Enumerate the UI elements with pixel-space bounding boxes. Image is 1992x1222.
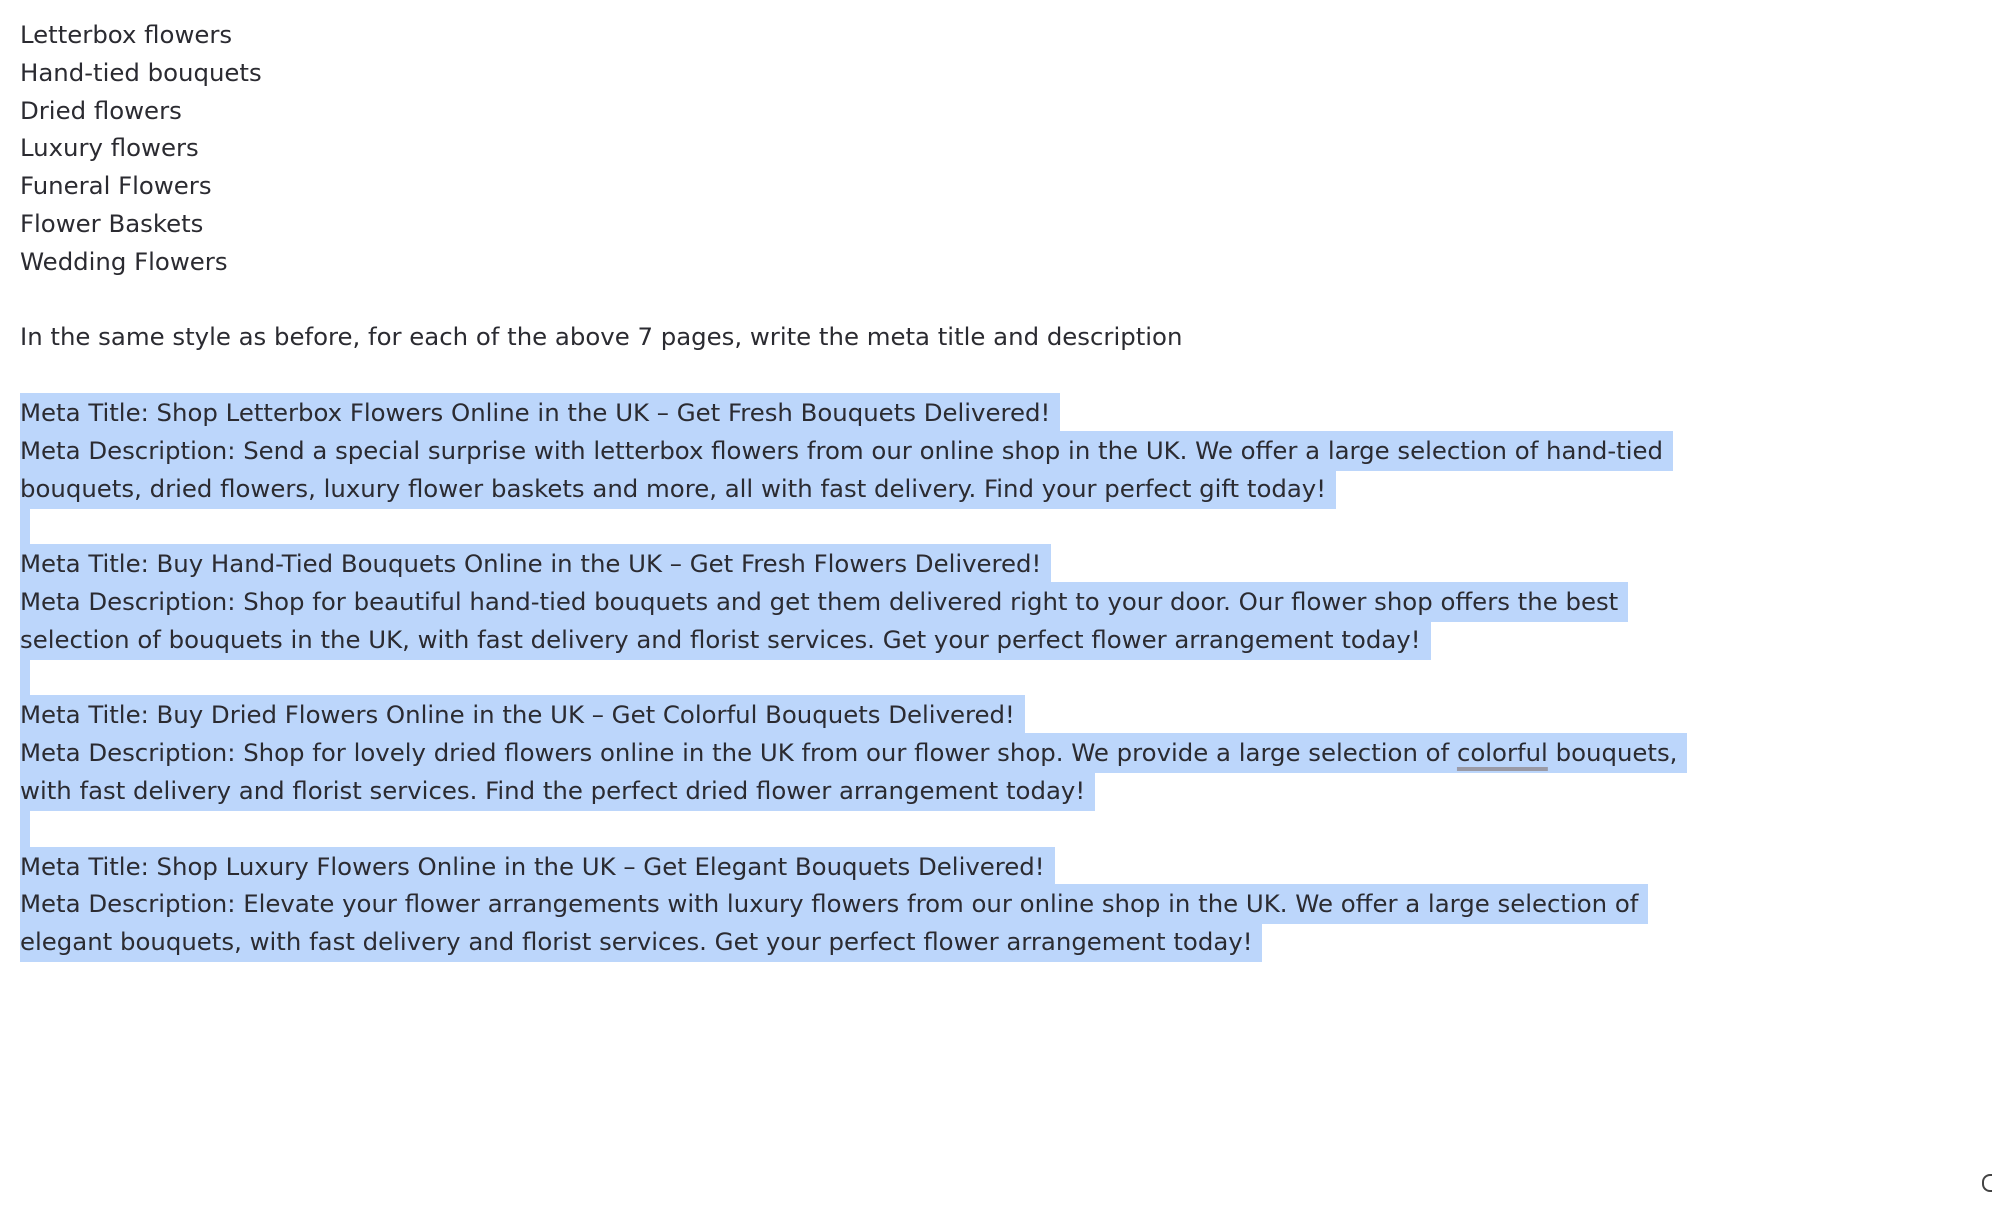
meta-description-line: selection of bouquets in the UK, with fast delivery and florist services. Get your perfect flower arrangement today! (20, 620, 1431, 660)
meta-description-line: elegant bouquets, with fast delivery and florist services. Get your perfect flower arrangement today! (20, 922, 1262, 962)
meta-entry[interactable] (20, 696, 1980, 809)
pages-list (20, 16, 1980, 281)
meta-title: Meta Title: Shop Letterbox Flowers Online in the UK – Get Fresh Bouquets Delivered! (20, 393, 1060, 433)
prompt-text: In the same style as before, for each of the above 7 pages, write the meta title and description (20, 322, 1183, 352)
list-item: Flower Baskets (20, 208, 204, 238)
list-item: Hand-tied bouquets (20, 57, 262, 87)
meta-title: Meta Title: Buy Dried Flowers Online in the UK – Get Colorful Bouquets Delivered! (20, 695, 1025, 735)
list-item: Luxury flowers (20, 133, 199, 163)
meta-entry[interactable] (20, 848, 1980, 961)
scroll-handle-icon[interactable] (1982, 1174, 1992, 1192)
list-item: Wedding Flowers (20, 246, 228, 276)
meta-description-line: Meta Description: Shop for lovely dried flowers online in the UK from our flower shop. We provide a large selection of colorful bouquets, (20, 733, 1687, 773)
list-item: Letterbox flowers (20, 20, 233, 49)
document-body[interactable] (20, 16, 1980, 961)
selected-blank-line (20, 810, 1980, 848)
meta-description-line: Meta Description: Send a special surprise with letterbox flowers from our online shop in the UK. We offer a large selection of hand-tied (20, 431, 1673, 471)
blank-line (20, 281, 1980, 319)
meta-description-line: with fast delivery and florist services. Find the perfect dried flower arrangement today! (20, 771, 1095, 811)
blank-line (20, 356, 1980, 394)
meta-description-line: bouquets, dried flowers, luxury flower baskets and more, all with fast delivery. Find your perfect gift today! (20, 469, 1336, 509)
meta-title: Meta Title: Buy Hand-Tied Bouquets Online in the UK – Get Fresh Flowers Delivered! (20, 544, 1051, 584)
meta-entry[interactable] (20, 394, 1980, 507)
list-item: Funeral Flowers (20, 171, 212, 201)
spellcheck-flagged-word[interactable]: colorful (1456, 738, 1548, 768)
meta-description-line: Meta Description: Shop for beautiful hand-tied bouquets and get them delivered right to your door. Our flower shop offers the best (20, 582, 1628, 622)
selected-blank-line (20, 507, 1980, 545)
selected-blank-line (20, 659, 1980, 697)
list-item: Dried flowers (20, 95, 182, 125)
meta-title: Meta Title: Shop Luxury Flowers Online in the UK – Get Elegant Bouquets Delivered! (20, 847, 1055, 887)
meta-entry[interactable] (20, 545, 1980, 658)
meta-description-line: Meta Description: Elevate your flower arrangements with luxury flowers from our online shop in the UK. We offer a large selection of (20, 884, 1648, 924)
